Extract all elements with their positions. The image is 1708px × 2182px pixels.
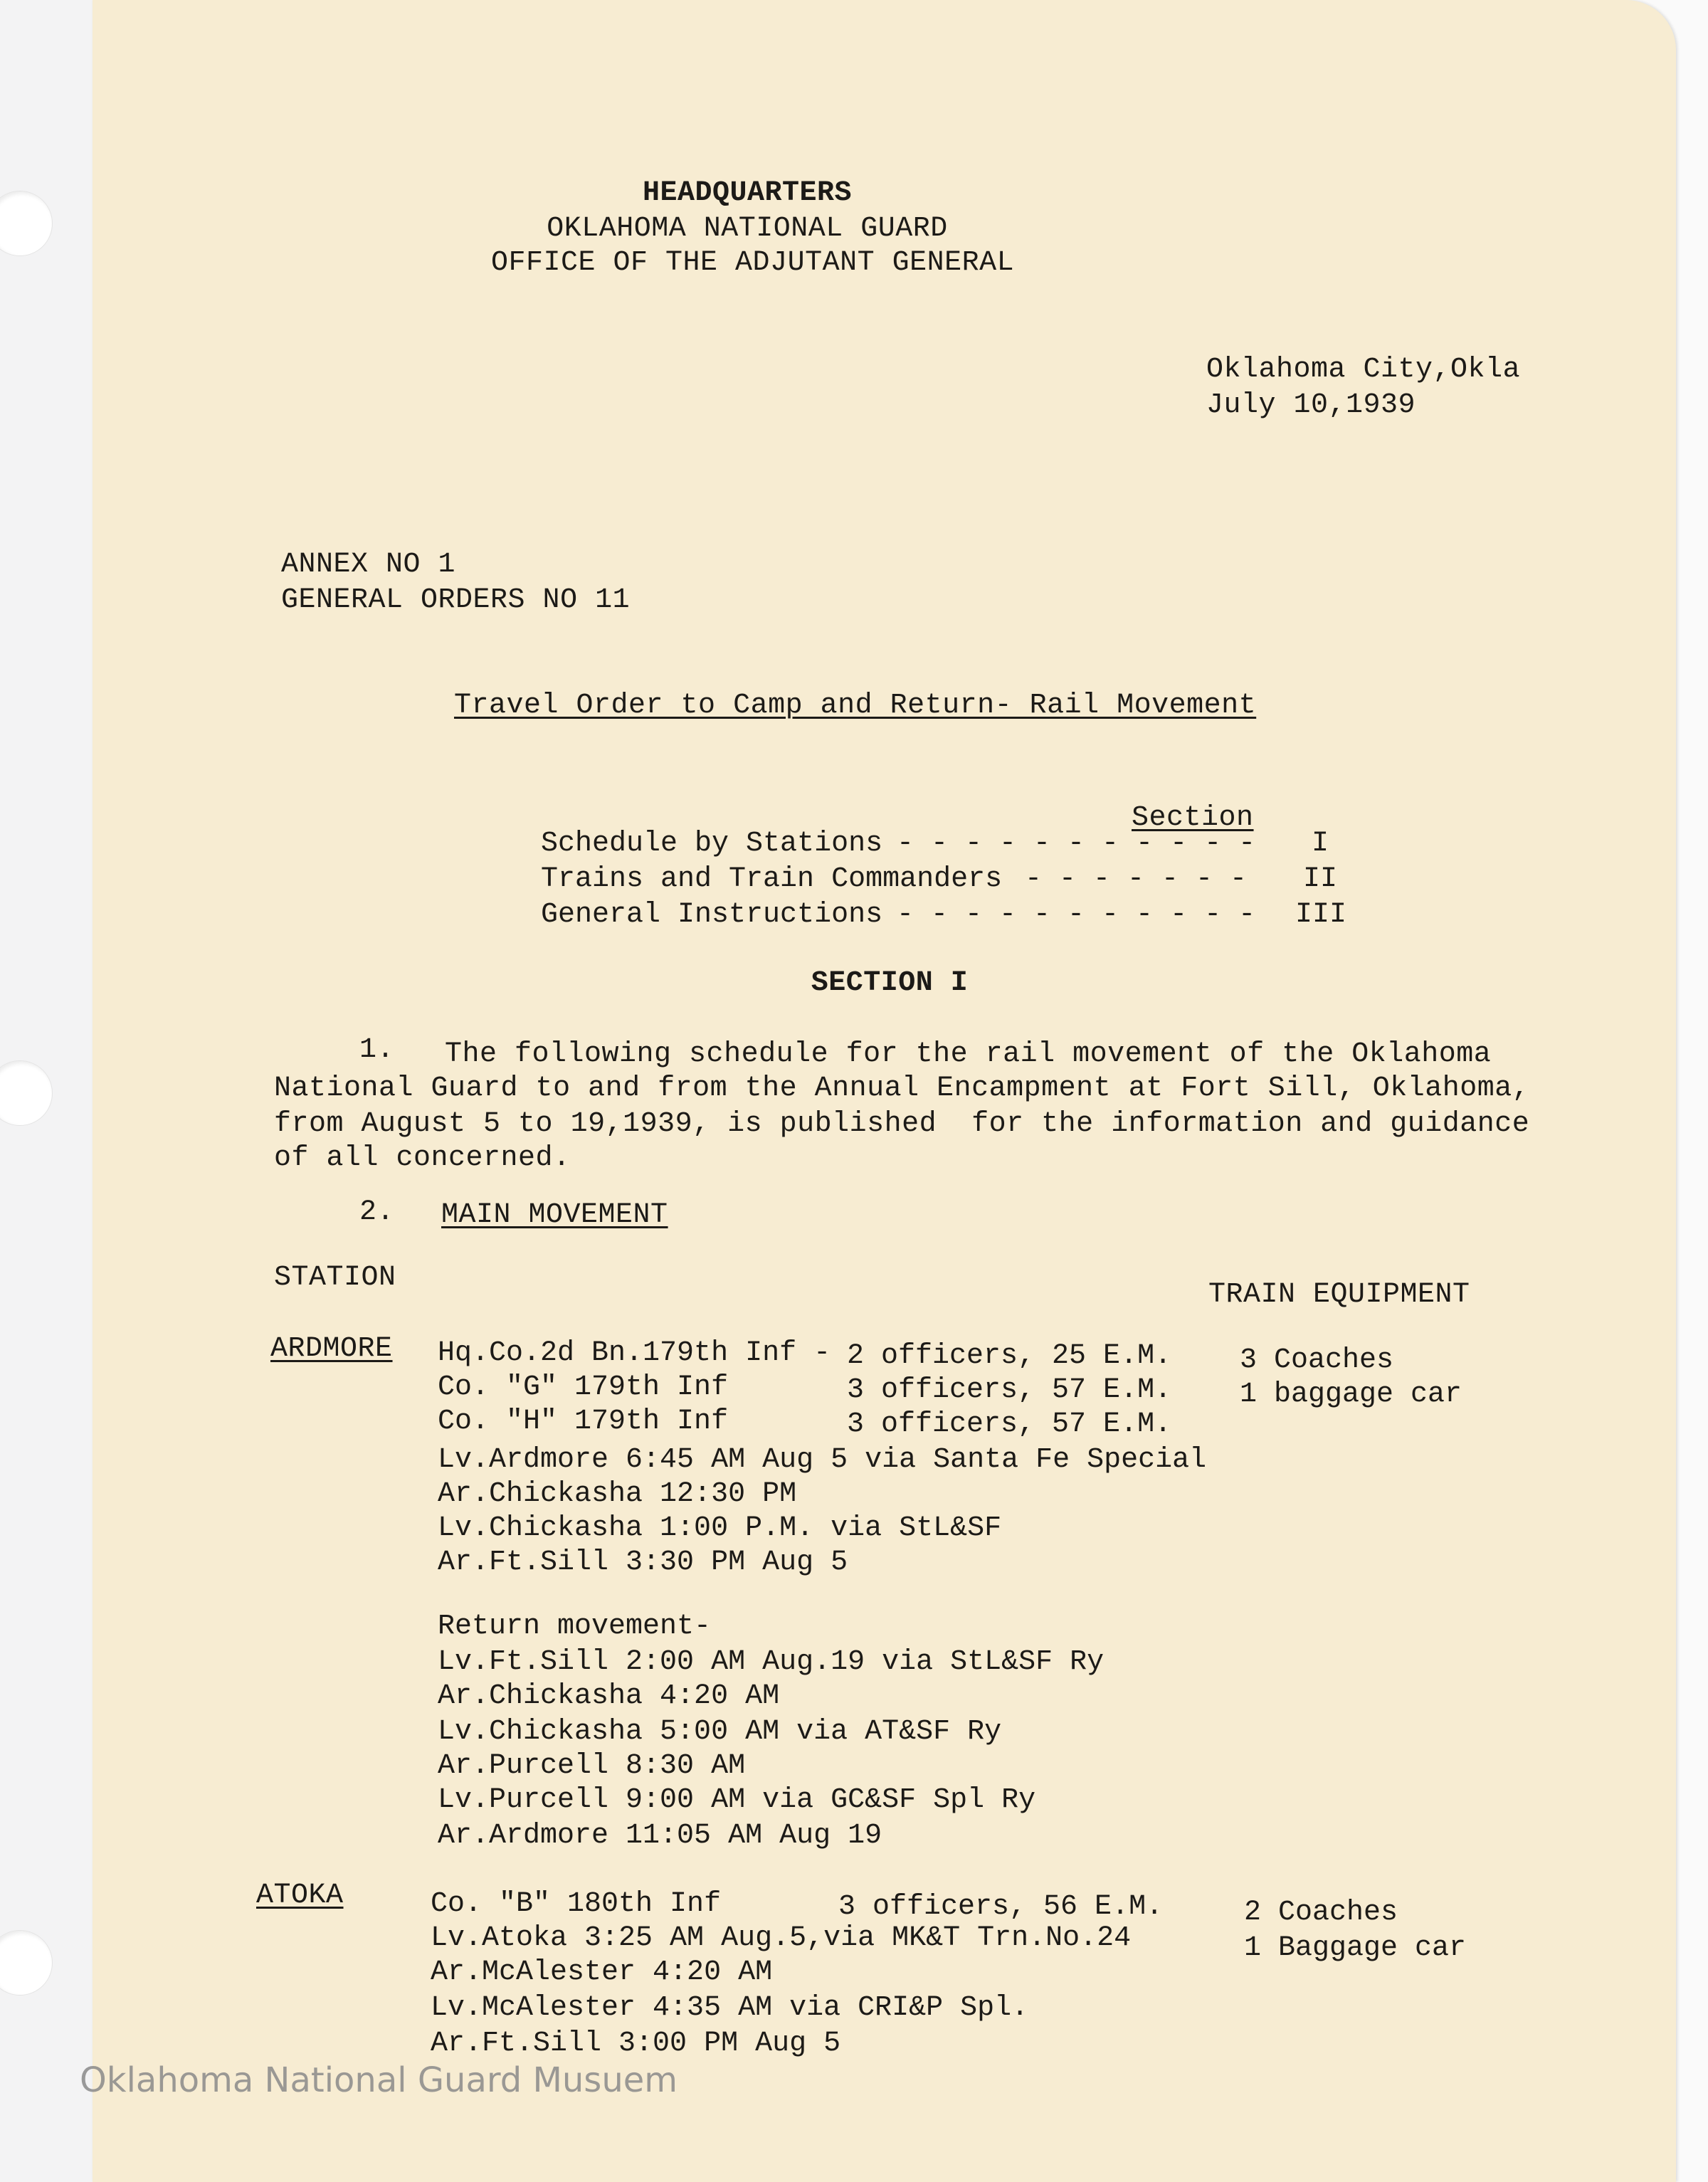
schedule-line: Lv.Ardmore 6:45 AM Aug 5 via Santa Fe Special [438, 1444, 1207, 1476]
annex-number: ANNEX NO 1 [281, 549, 456, 581]
document-page [93, 0, 1676, 2182]
schedule-line: Ar.McAlester 4:20 AM [431, 1956, 773, 1988]
schedule-line: Ar.Ardmore 11:05 AM Aug 19 [438, 1820, 882, 1852]
unit-strength: 3 officers, 57 E.M. [847, 1408, 1172, 1440]
train-equipment: 1 Baggage car [1244, 1932, 1467, 1964]
unit-strength: 3 officers, 57 E.M. [847, 1374, 1172, 1406]
schedule-line: Lv.Ft.Sill 2:00 AM Aug.19 via StL&SF Ry [438, 1646, 1105, 1678]
schedule-line: Ar.Ft.Sill 3:00 PM Aug 5 [431, 2028, 841, 2060]
section-heading: SECTION I [811, 967, 969, 999]
unit-strength: 2 officers, 25 E.M. [847, 1340, 1172, 1372]
place: Oklahoma City,Okla [1206, 354, 1521, 386]
station-ardmore: ARDMORE [270, 1333, 393, 1365]
date: July 10,1939 [1206, 389, 1416, 421]
general-orders-number: GENERAL ORDERS NO 11 [281, 584, 631, 616]
schedule-line: Ar.Chickasha 4:20 AM [438, 1680, 780, 1712]
header-line-3: OFFICE OF THE ADJUTANT GENERAL [491, 247, 1015, 279]
train-equipment: 3 Coaches [1240, 1344, 1394, 1376]
toc-section-number: II [1302, 863, 1337, 895]
schedule-line: Lv.Chickasha 1:00 P.M. via StL&SF [438, 1512, 1002, 1544]
paragraph-line: of all concerned. [274, 1142, 571, 1174]
schedule-line: Ar.Ft.Sill 3:30 PM Aug 5 [438, 1546, 848, 1578]
unit-name: Co. "H" 179th Inf [438, 1406, 729, 1438]
schedule-line: Lv.Chickasha 5:00 AM via AT&SF Ry [438, 1716, 1002, 1748]
binder-hole [0, 191, 53, 256]
train-equipment: 1 baggage car [1240, 1379, 1462, 1411]
toc-row [541, 827, 1345, 861]
toc-section-number: I [1311, 828, 1329, 860]
toc-leader: - - - - - - - - - - - [897, 899, 1256, 931]
toc-leader: - - - - - - - - - - - [897, 828, 1256, 860]
header-line-1: HEADQUARTERS [642, 177, 853, 209]
toc-label: Schedule by Stations [541, 828, 883, 860]
paragraph-line: The following schedule for the rail movement of the Oklahoma [445, 1038, 1492, 1070]
toc-section-number: III [1295, 899, 1347, 931]
unit-name: Hq.Co.2d Bn.179th Inf - [438, 1337, 831, 1369]
toc-row [541, 863, 1345, 897]
toc-leader: - - - - - - - [1025, 863, 1248, 895]
toc-label: General Instructions [541, 899, 883, 931]
museum-watermark: Oklahoma National Guard Musuem [80, 2060, 678, 2100]
schedule-line: Lv.Atoka 3:25 AM Aug.5,via MK&T Trn.No.24 [431, 1922, 1132, 1954]
binder-hole [0, 1060, 53, 1126]
toc-row [541, 898, 1345, 932]
unit-strength: 3 officers, 56 E.M. [838, 1891, 1164, 1923]
paragraph-line: National Guard to and from the Annual Encampment at Fort Sill, Oklahoma, [274, 1072, 1530, 1105]
document-title: Travel Order to Camp and Return- Rail Movement [454, 690, 1257, 722]
schedule-line: Ar.Chickasha 12:30 PM [438, 1478, 797, 1510]
binder-hole [0, 1930, 53, 1996]
toc-section-header: Section [1132, 802, 1254, 834]
train-equipment: 2 Coaches [1244, 1897, 1398, 1929]
toc-label: Trains and Train Commanders [541, 863, 1003, 895]
equipment-column-header: TRAIN EQUIPMENT [1208, 1279, 1470, 1311]
header-line-2: OKLAHOMA NATIONAL GUARD [547, 213, 948, 245]
paragraph-number: 2. [359, 1196, 395, 1228]
schedule-line: Lv.Purcell 9:00 AM via GC&SF Spl Ry [438, 1784, 1036, 1816]
schedule-line: Ar.Purcell 8:30 AM [438, 1750, 746, 1782]
paragraph-number: 1. [359, 1034, 395, 1066]
station-column-header: STATION [274, 1262, 396, 1294]
unit-name: Co. "G" 179th Inf [438, 1371, 729, 1403]
station-atoka: ATOKA [256, 1880, 344, 1912]
return-movement-label: Return movement- [438, 1611, 712, 1643]
paragraph-line: from August 5 to 19,1939, is published for the information and guidance [274, 1108, 1530, 1140]
binder-strip [0, 0, 94, 2182]
unit-name: Co. "B" 180th Inf [431, 1888, 722, 1920]
schedule-line: Lv.McAlester 4:35 AM via CRI&P Spl. [431, 1992, 1029, 2024]
main-movement-heading: MAIN MOVEMENT [441, 1199, 668, 1231]
